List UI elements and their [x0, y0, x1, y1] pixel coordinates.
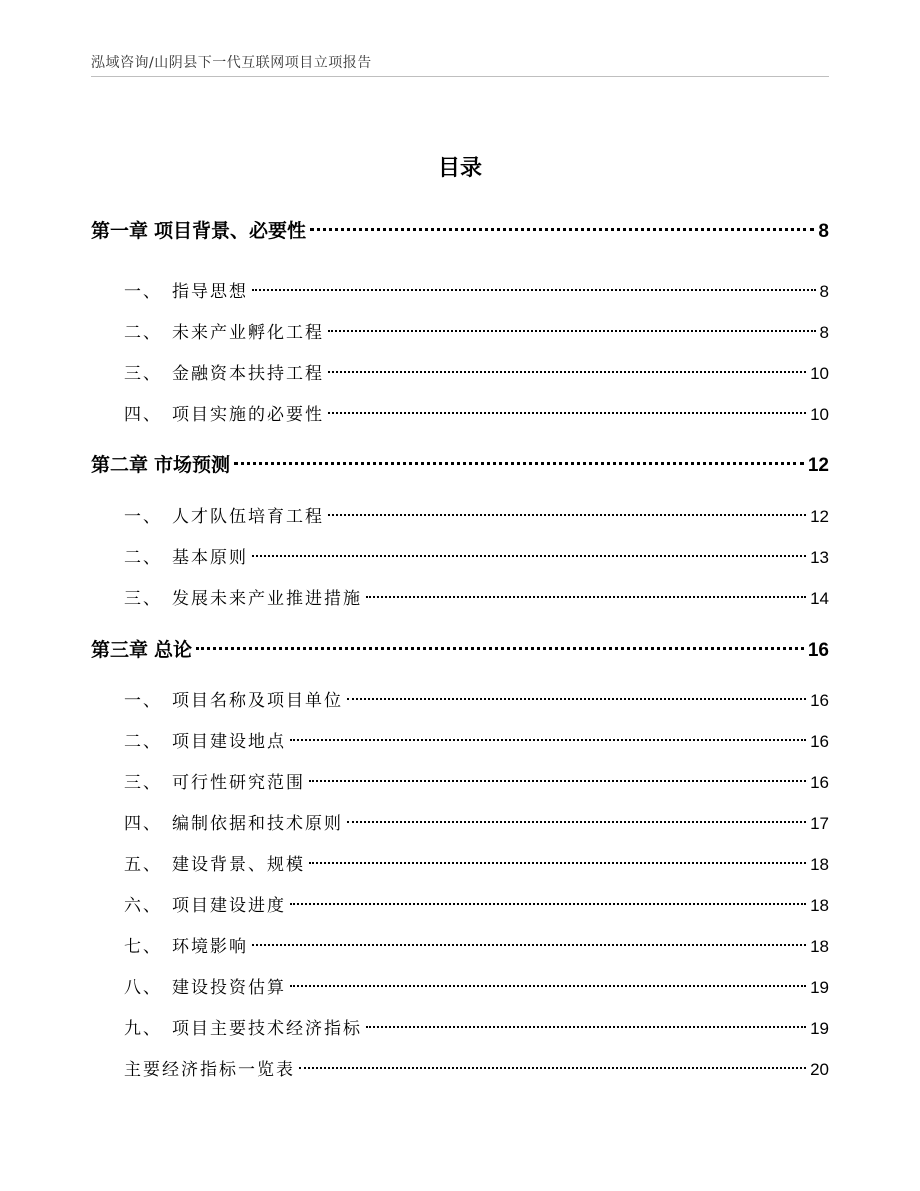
toc-entry-number: 五、	[124, 855, 162, 875]
toc-entry-title: 未来产业孵化工程	[172, 323, 324, 343]
toc-entry-title: 市场预测	[154, 454, 231, 476]
toc-entry-page: 18	[810, 937, 829, 956]
dot-leader	[290, 903, 806, 905]
toc-entry-section[interactable]	[124, 586, 829, 612]
toc-entry-page: 17	[810, 814, 829, 833]
toc-entry-title: 建设背景、规模	[172, 855, 305, 875]
toc-entry-number: 第三章	[91, 639, 149, 661]
toc-entry-page: 19	[810, 978, 829, 997]
toc-entry-number: 一、	[124, 507, 162, 527]
toc-entry-number: 第一章	[91, 220, 149, 242]
toc-entry-number: 八、	[124, 978, 162, 998]
running-header: 泓域咨询/山阴县下一代互联网项目立项报告	[91, 55, 372, 71]
toc-entry-title: 项目主要技术经济指标	[172, 1019, 362, 1039]
toc-entry-chapter-3[interactable]	[91, 635, 829, 665]
toc-entry-section[interactable]	[124, 852, 829, 878]
toc-entry-page: 12	[810, 507, 829, 526]
dot-leader	[366, 596, 806, 598]
toc-entry-number: 四、	[124, 405, 162, 425]
toc-entry-section[interactable]	[124, 811, 829, 837]
toc-entry-title: 人才队伍培育工程	[172, 507, 324, 527]
dot-leader	[328, 371, 806, 373]
toc-entry-page: 19	[810, 1019, 829, 1038]
dot-leader	[310, 228, 814, 231]
toc-entry-title: 项目实施的必要性	[172, 405, 324, 425]
header-rule	[91, 76, 829, 77]
toc-entry-page: 16	[810, 732, 829, 751]
toc-entry-section[interactable]	[124, 402, 829, 428]
toc-entry-section[interactable]	[124, 688, 829, 714]
dot-leader	[347, 698, 806, 700]
toc-entry-chapter-1[interactable]	[91, 216, 829, 246]
toc-entry-title: 建设投资估算	[172, 978, 286, 998]
toc-entry-page: 16	[810, 691, 829, 710]
toc-entry-title: 项目建设地点	[172, 732, 286, 752]
toc-entry-title: 项目名称及项目单位	[172, 691, 343, 711]
toc-entry-page: 13	[810, 548, 829, 567]
toc-title: 目录	[437, 156, 482, 181]
toc-entry-page: 18	[810, 855, 829, 874]
dot-leader	[290, 985, 806, 987]
toc-entry-section[interactable]	[124, 729, 829, 755]
toc-entry-section[interactable]	[124, 320, 829, 346]
toc-entry-number: 一、	[124, 691, 162, 711]
dot-leader	[234, 462, 804, 465]
dot-leader	[328, 412, 806, 414]
toc-entry-title: 金融资本扶持工程	[172, 364, 324, 384]
toc-entry-title: 编制依据和技术原则	[172, 814, 343, 834]
toc-entry-page: 10	[810, 364, 829, 383]
toc-entry-title: 发展未来产业推进措施	[172, 589, 362, 609]
toc-entry-number: 六、	[124, 896, 162, 916]
toc-entry-title: 项目建设进度	[172, 896, 286, 916]
dot-leader	[196, 647, 804, 650]
dot-leader	[252, 555, 806, 557]
toc-entry-page: 16	[810, 773, 829, 792]
toc-entry-number: 二、	[124, 548, 162, 568]
toc-entry-number: 一、	[124, 282, 162, 302]
toc-entry-number: 二、	[124, 323, 162, 343]
toc-entry-section[interactable]	[124, 504, 829, 530]
toc-entry-number: 第二章	[91, 454, 149, 476]
toc-entry-chapter-2[interactable]	[91, 450, 829, 480]
dot-leader	[328, 330, 816, 332]
toc-entry-number: 三、	[124, 364, 162, 384]
toc-entry-number: 七、	[124, 937, 162, 957]
dot-leader	[309, 862, 806, 864]
toc-entry-number: 二、	[124, 732, 162, 752]
toc-entry-title: 可行性研究范围	[172, 773, 305, 793]
toc-entry-appendix-table[interactable]	[124, 1057, 829, 1083]
toc-entry-page: 20	[810, 1060, 829, 1079]
toc-entry-section[interactable]	[124, 1016, 829, 1042]
toc-entry-title: 总论	[154, 639, 193, 661]
toc-entry-section[interactable]	[124, 934, 829, 960]
toc-entry-section[interactable]	[124, 770, 829, 796]
toc-entry-page: 10	[810, 405, 829, 424]
dot-leader	[290, 739, 806, 741]
dot-leader	[366, 1026, 806, 1028]
toc-entry-title: 项目背景、必要性	[154, 220, 307, 242]
dot-leader	[252, 944, 806, 946]
toc-entry-section[interactable]	[124, 975, 829, 1001]
toc-entry-page: 8	[819, 323, 829, 342]
toc-entry-number: 四、	[124, 814, 162, 834]
toc-entry-page: 12	[807, 455, 829, 476]
toc-entry-page: 18	[810, 896, 829, 915]
toc-entry-section[interactable]	[124, 545, 829, 571]
toc-entry-section[interactable]	[124, 893, 829, 919]
toc-entry-number: 九、	[124, 1019, 162, 1039]
dot-leader	[252, 289, 816, 291]
toc-entry-page: 8	[819, 282, 829, 301]
toc-entry-number: 三、	[124, 589, 162, 609]
toc-entry-page: 16	[807, 640, 829, 661]
toc-entry-page: 8	[818, 221, 829, 242]
toc-entry-title: 主要经济指标一览表	[124, 1060, 295, 1080]
toc-entry-page: 14	[810, 589, 829, 608]
dot-leader	[347, 821, 806, 823]
dot-leader	[309, 780, 806, 782]
dot-leader	[299, 1067, 806, 1069]
toc-entry-section[interactable]	[124, 279, 829, 305]
toc-entry-title: 指导思想	[172, 282, 248, 302]
toc-entry-title: 环境影响	[172, 937, 248, 957]
toc-entry-section[interactable]	[124, 361, 829, 387]
dot-leader	[328, 514, 806, 516]
toc-entry-title: 基本原则	[172, 548, 248, 568]
toc-entry-number: 三、	[124, 773, 162, 793]
